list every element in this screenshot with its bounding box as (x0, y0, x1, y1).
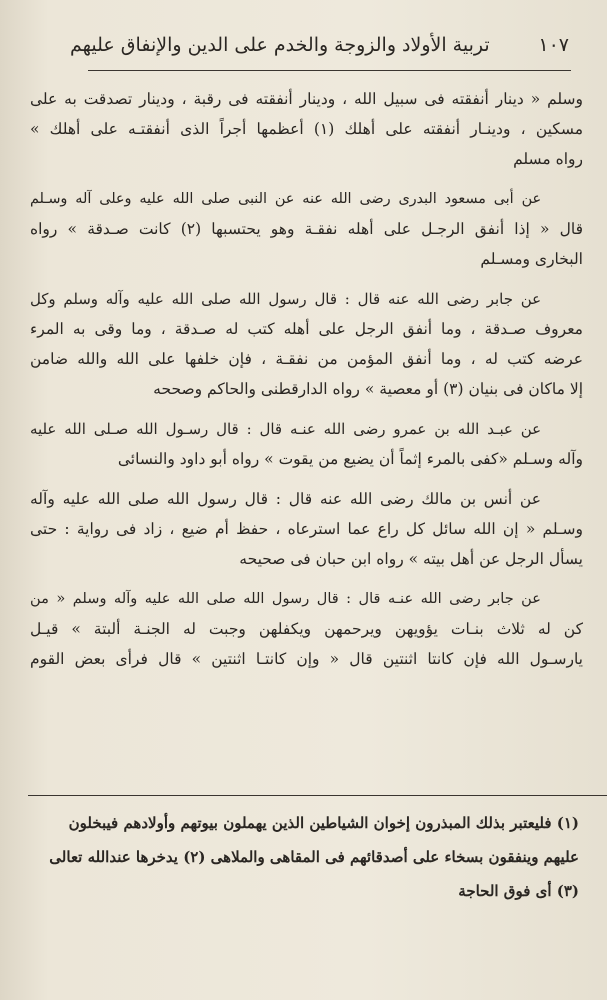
text-line: قال « إذا أنفق الرجـل على أهله نفقـة وهو يحتسبها (٢) كانت صـدقة » رواه (30, 220, 583, 238)
body-text (30, 84, 583, 684)
text-line: معروف صـدقة ، وما أنفق الرجل على أهله كتب له صـدقة ، وما وقى به المرء (30, 320, 583, 338)
text-line: كن له ثلاث بنـات يؤويهن ويرحمهن ويكفلهن وجبت له الجنـة ألبتة » قيـل (30, 620, 583, 638)
page-number: ١٠٧ (538, 34, 569, 56)
paragraph-5 (30, 484, 583, 574)
text-line: عن أنس بن مالك رضى الله عنه قال : قال رسول الله صلى الله عليه وآله (30, 490, 541, 508)
footnote-line: (٣) أى فوق الحاجة (458, 882, 579, 900)
text-line: عن أبى مسعود البدرى رضى الله عنه عن النبى صلى الله عليه وعلى آله وسـلم (30, 191, 541, 207)
header-rule (88, 70, 571, 71)
text-line: وسـلم « إن الله سائل كل راع عما استرعاه ، حفظ أم ضيع ، زاد فى رواية : حتى (30, 520, 583, 538)
paragraph-4 (30, 414, 583, 474)
text-line: مسكين ، ودينـار أنفقته على أهلك (١) أعظمها أجراً الذى أنفقتـه على أهلك » (30, 120, 584, 138)
text-line: عرضه كتب له ، وما أنفق المؤمن من نفقـة ، فإن خلفها على الله والله ضامن (30, 350, 583, 368)
text-line: البخارى ومسـلم (480, 250, 583, 268)
text-line: يسأل الرجل عن أهل بيته » رواه ابن حبان فى صحيحه (239, 550, 583, 568)
footnote-line: (١) فليعتبر بذلك المبذرون إخوان الشياطين الذين يهملون بيوتهم وأولادهم فيبخلون (68, 814, 579, 832)
running-header (70, 26, 569, 64)
text-line: إلا ماكان فى بنيان (٣) أو معصية » رواه الدارقطنى والحاكم وصححه (153, 380, 583, 398)
text-line: رواه مسلم (513, 150, 583, 168)
paragraph-6 (30, 584, 583, 674)
paragraph-2 (30, 184, 583, 274)
paragraph-3 (30, 284, 583, 404)
text-line: وآله وسـلم «كفى بالمرء إثماً أن يضيع من يقوت » رواه أبو داود والنسائى (117, 450, 583, 468)
footnotes (30, 806, 579, 908)
text-line: يارسـول الله فإن كانتا اثنتين قال « وإن كانتـا اثنتين » قال فرأى بعض القوم (30, 650, 583, 668)
text-line: عن جابر رضى الله عنه قال : قال رسول الله صلى الله عليه وآله وسلم وكل (30, 290, 541, 308)
footnote-rule (28, 795, 607, 796)
header-title: تربية الأولاد والزوجة والخدم على الدين والإنفاق عليهم (70, 34, 490, 56)
paragraph-1 (30, 84, 583, 174)
text-line: عن جابر رضى الله عنـه قال : قال رسول الله صلى الله عليه وآله وسلم « من (30, 590, 541, 607)
text-line: عن عبـد الله بن عمرو رضى الله عنـه قال : قال رسـول الله صـلى الله عليه (30, 420, 541, 438)
footnote-line: عليهم وينفقون بسخاء على أصدقائهم فى المقاهى والملاهى (٢) يدخرها عندالله تعالى (49, 848, 579, 866)
text-line: وسلم « دينار أنفقته فى سبيل الله ، ودينار أنفقته فى رقبة ، ودينار تصدقت به على (30, 90, 583, 108)
